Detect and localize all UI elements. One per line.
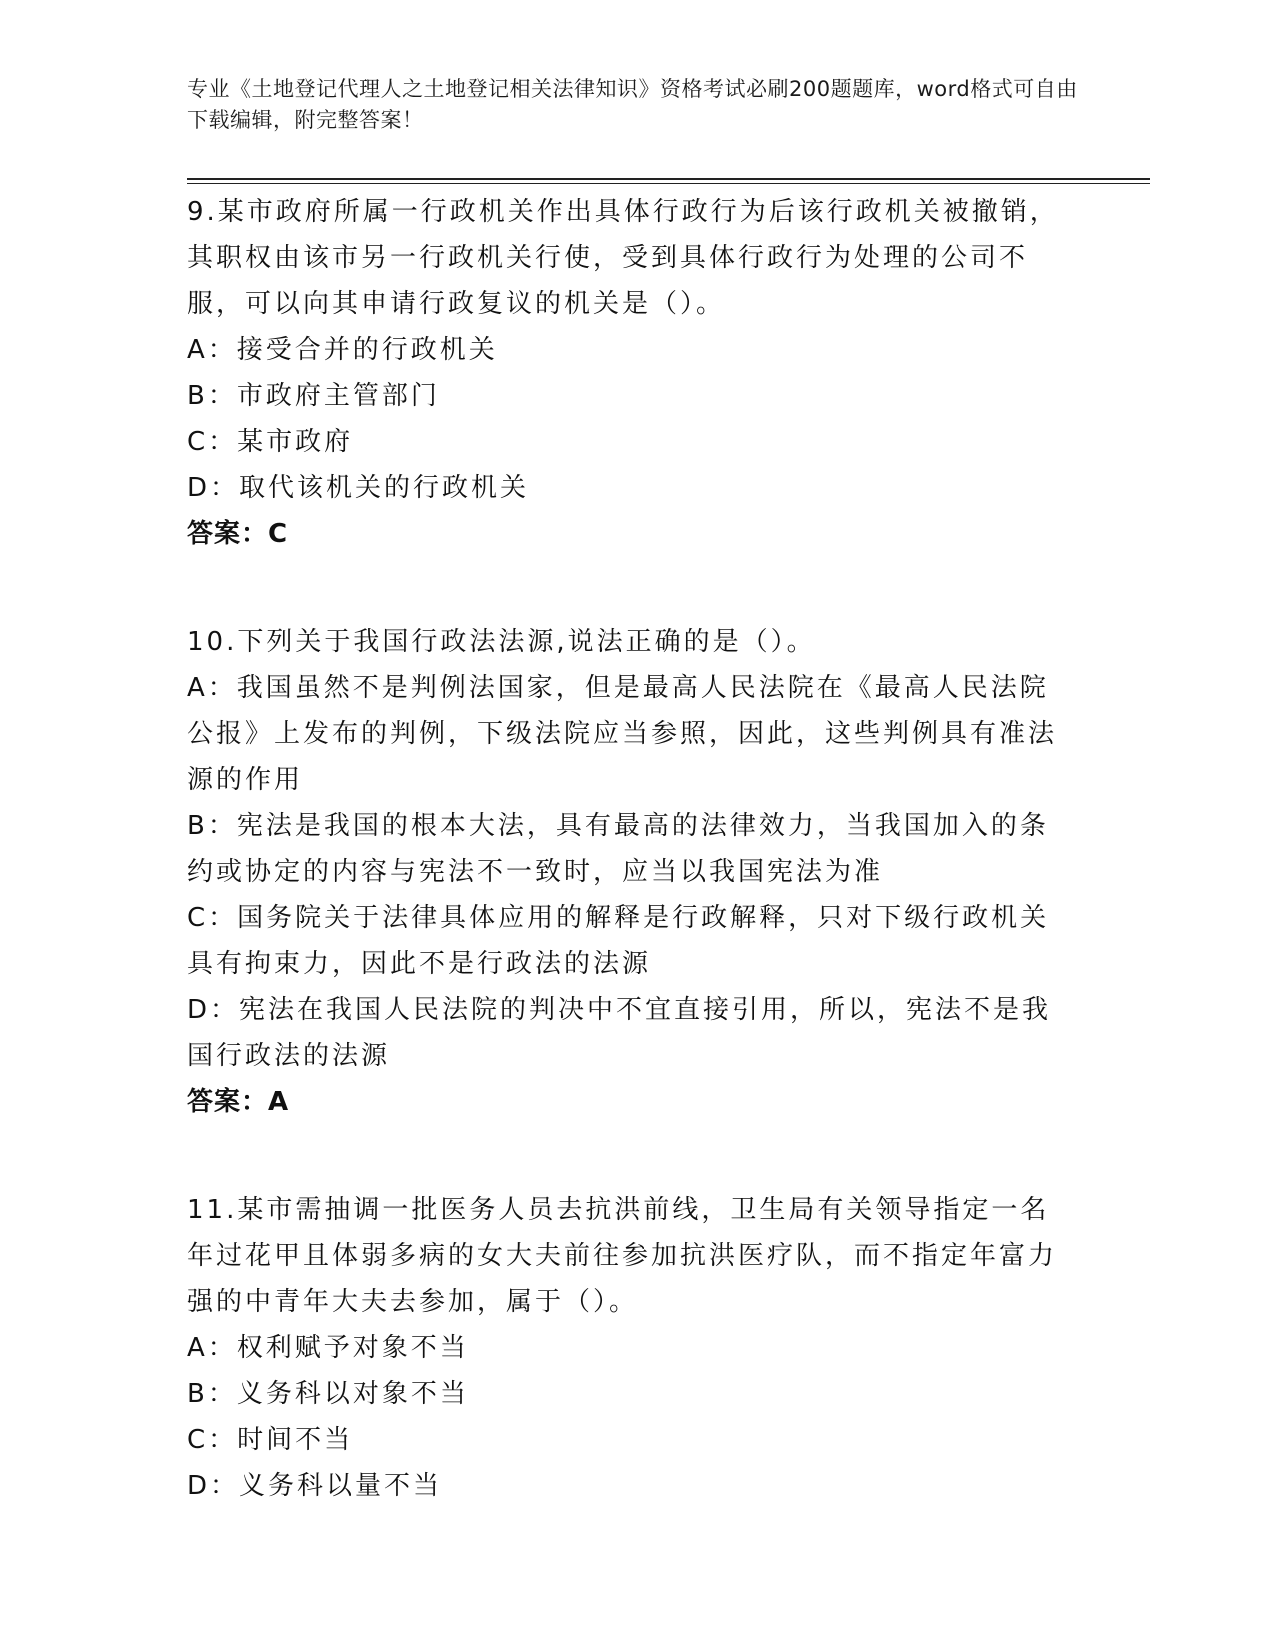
- option-c: C：某市政府: [187, 427, 354, 457]
- question-9: [187, 189, 1077, 557]
- question-stem: 10.下列关于我国行政法法源,说法正确的是（）。: [187, 627, 816, 657]
- question-stem: 11.某市需抽调一批医务人员去抗洪前线，卫生局有关领导指定一名年过花甲且体弱多病的女大夫前往参加抗洪医疗队，而不指定年富力强的中青年大夫去参加，属于（）。: [187, 1195, 1058, 1317]
- option-b: B：市政府主管部门: [187, 381, 440, 411]
- option-a: A：权利赋予对象不当: [187, 1333, 469, 1363]
- question-10: [187, 619, 1077, 1125]
- question-11: [187, 1187, 1077, 1509]
- document-header: 专业《土地登记代理人之土地登记相关法律知识》资格考试必刷200题题库，word格式可自由下载编辑，附完整答案！: [187, 77, 1078, 132]
- option-b: B：义务科以对象不当: [187, 1379, 469, 1409]
- option-c: C：时间不当: [187, 1425, 354, 1455]
- question-list: [187, 189, 1077, 1509]
- header-divider-thick: [187, 178, 1150, 180]
- option-d: D：义务科以量不当: [187, 1471, 443, 1501]
- answer-line: 答案：C: [187, 519, 289, 549]
- option-d: D：宪法在我国人民法院的判决中不宜直接引用，所以，宪法不是我国行政法的法源: [187, 995, 1052, 1071]
- option-d: D：取代该机关的行政机关: [187, 473, 530, 503]
- option-a: A：我国虽然不是判例法国家，但是最高人民法院在《最高人民法院公报》上发布的判例，下级法院应当参照，因此，这些判例具有准法源的作用: [187, 673, 1058, 795]
- option-c: C：国务院关于法律具体应用的解释是行政解释，只对下级行政机关具有拘束力，因此不是行政法的法源: [187, 903, 1050, 979]
- option-b: B：宪法是我国的根本大法，具有最高的法律效力，当我国加入的条约或协定的内容与宪法不一致时，应当以我国宪法为准: [187, 811, 1049, 887]
- header-divider-thin: [187, 183, 1150, 184]
- question-stem: 9.某市政府所属一行政机关作出具体行政行为后该行政机关被撤销，其职权由该市另一行政机关行使，受到具体行政行为处理的公司不服，可以向其申请行政复议的机关是（）。: [187, 197, 1059, 319]
- answer-line: 答案：A: [187, 1087, 290, 1117]
- option-a: A：接受合并的行政机关: [187, 335, 498, 365]
